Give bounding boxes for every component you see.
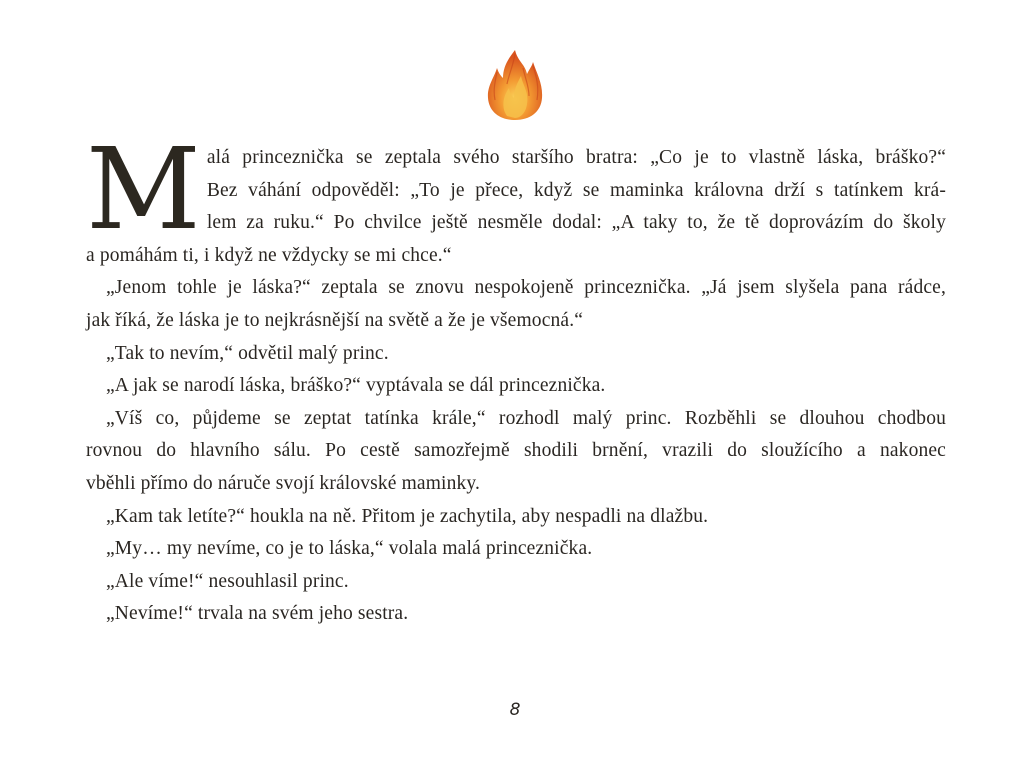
text-line: „A jak se narodí láska, bráško?“ vyptávala se dál princeznička. bbox=[106, 375, 606, 397]
text-line: „My… my nevíme, co je to láska,“ volala malá princeznička. bbox=[106, 538, 593, 560]
text-line: jak říká, že láska je to nejkrásnější na světě a že je všemocná.“ bbox=[86, 309, 584, 331]
paragraph-8 bbox=[86, 566, 946, 599]
text-line: vběhli přímo do náruče svojí královské maminky. bbox=[86, 472, 481, 494]
text-line: Bez váhání odpověděl: „To je přece, když se maminka královna drží s tatínkem krá- bbox=[206, 179, 946, 201]
paragraph-4 bbox=[86, 370, 946, 403]
paragraph-3 bbox=[86, 338, 946, 371]
paragraph-6 bbox=[86, 501, 946, 534]
paragraph-1 bbox=[86, 125, 946, 272]
paragraph-5 bbox=[86, 403, 946, 501]
flame-icon bbox=[485, 48, 545, 122]
paragraph-9 bbox=[86, 598, 946, 631]
text-line: lem za ruku.“ Po chvilce ještě nesměle dodal: „A taky to, že tě doprovázím do školy bbox=[206, 212, 946, 234]
text-line: „Tak to nevím,“ odvětil malý princ. bbox=[106, 342, 389, 364]
drop-cap: M bbox=[86, 125, 201, 255]
text-line: „Kam tak letíte?“ houkla na ně. Přitom je zachytila, aby nespadli na dlažbu. bbox=[106, 505, 709, 527]
paragraph-2 bbox=[86, 272, 946, 337]
text-line: „Jenom tohle je láska?“ zeptala se znovu nespokojeně princeznička. „Já jsem slyšela pana rádce, bbox=[106, 277, 946, 299]
text-line: a pomáhám ti, i když ne vždycky se mi chce.“ bbox=[86, 244, 452, 266]
story-text bbox=[86, 125, 946, 631]
text-line: alá princeznička se zeptala svého staršího bratra: „Co je to vlastně láska, bráško?“ bbox=[206, 147, 946, 168]
page-number: 8 bbox=[509, 700, 521, 720]
text-line: „Víš co, půjdeme se zeptat tatínka krále,“ rozhodl malý princ. Rozběhli se dlouhou chodbou bbox=[106, 407, 946, 429]
paragraph-7 bbox=[86, 533, 946, 566]
text-line: rovnou do hlavního sálu. Po cestě samozřejmě shodili brnění, vrazili do sloužícího a nakonec bbox=[86, 440, 946, 462]
text-line: „Ale víme!“ nesouhlasil princ. bbox=[106, 570, 349, 592]
text-line: „Nevíme!“ trvala na svém jeho sestra. bbox=[106, 603, 409, 625]
